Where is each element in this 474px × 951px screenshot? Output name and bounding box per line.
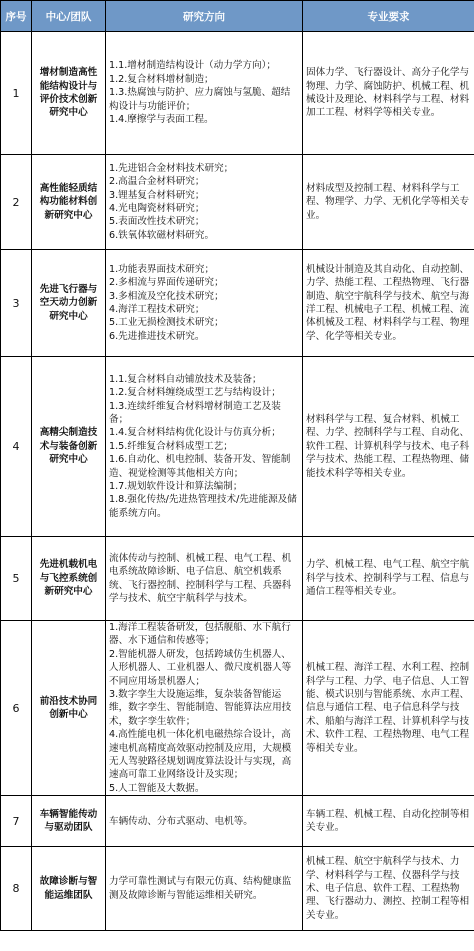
header-center: 中心/团队 — [32, 1, 106, 32]
row-center: 高性能轻质结构功能材料创新研究中心 — [32, 155, 106, 250]
row-direction: 1.海洋工程装备研发，包括舰船、水下航行器、水下通信和传感等； 2.智能机器人研发，包括跨域仿生机器人、人形机器人、工业机器人、微尺度机器人等不同应用场景机器人； 3.数字孪生大设施运维，复杂装备智能运维，数字孪生、智能制造、智能算法应用技术，数字孪生软件； 4.高性能电机一体化机电磁热综合设计，高速电机高精度高效驱动控制及应用，大规模无人驾驶路径规划调度算法设计与实现，高速高可靠工业网络设计及实现； 5.人工智能及大数据。 — [106, 621, 303, 796]
table-header-row — [1, 1, 474, 32]
row-center: 先进飞行器与空天动力创新研究中心 — [32, 250, 106, 357]
row-requirement: 机械工程、航空宇航科学与技术、力学、材料科学与工程、仪器科学与技术、电子信息、软件工程、工程热物理、飞行器动力、测控、控制工程等相关专业。 — [303, 847, 474, 931]
table-row — [1, 847, 474, 931]
row-requirement: 机械工程、海洋工程、水利工程、控制科学与工程、力学、电子信息、人工智能、模式识别与智能系统、水声工程、信息与通信工程、电子信息科学与技术、船舶与海洋工程、计算机科学与技术、软件工程、工程热物理、电气工程等相关专业。 — [303, 621, 474, 796]
table-row — [1, 357, 474, 537]
header-direction: 研究方向 — [106, 1, 303, 32]
table-row — [1, 621, 474, 796]
row-center: 高精尖制造技术与装备创新研究中心 — [32, 357, 106, 537]
table-row — [1, 537, 474, 621]
row-requirement: 车辆工程、机械工程、自动化控制等相关专业。 — [303, 796, 474, 847]
row-requirement: 材料成型及控制工程、材料科学与工程、物理学、力学、无机化学等相关专业。 — [303, 155, 474, 250]
row-direction: 1.先进铝合金材料技术研究； 2.高温合金材料研究； 3.锂基复合材料研究； 4.光电陶瓷材料研究； 5.表面改性技术研究； 6.铁氧体软磁材料研究。 — [106, 155, 303, 250]
header-requirement: 专业要求 — [303, 1, 474, 32]
table-row — [1, 155, 474, 250]
row-center: 先进机载机电与飞控系统创新研究中心 — [32, 537, 106, 621]
row-num: 4 — [1, 357, 32, 537]
row-requirement: 力学、机械工程、电气工程、航空宇航科学与技术、控制科学与工程、信息与通信工程等相关专业。 — [303, 537, 474, 621]
row-num: 8 — [1, 847, 32, 931]
row-direction: 1.1.复合材料自动铺放技术及装备； 1.2.复合材料缠绕成型工艺与结构设计； 1.3.连续纤维复合材料增材制造工艺及装备； 1.4.复合材料结构优化设计与仿真分析； 1.5.纤维复合材料成型工艺； 1.6.自动化、机电控制、装备开发、智能制造、视觉检测等其他相关方向； 1.7.规划软件设计和算法编制； 1.8.强化传热/先进热管理技术/先进能源及储能系统方向。 — [106, 357, 303, 537]
row-center: 故障诊断与智能运维团队 — [32, 847, 106, 931]
row-num: 1 — [1, 32, 32, 155]
row-requirement: 机械设计制造及其自动化、自动控制、力学、热能工程、工程热物理、飞行器制造、航空宇航科学与技术、航空与海洋工程、机械电子工程、机械工程、流体机械及工程、材料科学与工程、物理学、化学等相关专业。 — [303, 250, 474, 357]
header-num: 序号 — [1, 1, 32, 32]
row-requirement: 材料科学与工程、复合材料、机械工程、力学、控制科学与工程、自动化、软件工程、计算机科学与技术、电子科学与技术、热能工程、工程热物理、储能技术科学等相关专业。 — [303, 357, 474, 537]
row-num: 6 — [1, 621, 32, 796]
row-num: 7 — [1, 796, 32, 847]
row-direction: 1.1.增材制造结构设计（动力学方向）； 1.2.复合材料增材制造； 1.3.热腐蚀与防护、应力腐蚀与氢脆、超结构设计与功能评价； 1.4.摩擦学与表面工程。 — [106, 32, 303, 155]
row-requirement: 固体力学、飞行器设计、高分子化学与物理、力学、腐蚀防护、机械工程、机械设计及理论、材料科学与工程、材料加工工程、材料学等相关专业。 — [303, 32, 474, 155]
row-direction: 车辆传动、分布式驱动、电机等。 — [106, 796, 303, 847]
row-center: 前沿技术协同创新中心 — [32, 621, 106, 796]
row-direction: 力学可靠性测试与有限元仿真、结构健康监测及故障诊断与智能运维相关研究。 — [106, 847, 303, 931]
row-num: 3 — [1, 250, 32, 357]
row-center: 增材制造高性能结构设计与评价技术创新研究中心 — [32, 32, 106, 155]
row-direction: 1.功能表界面技术研究； 2.多相流与界面传递研究； 3.多相流及空化技术研究； 4.海洋工程技术研究； 5.工业无损检测技术研究； 6.先进推进技术研究。 — [106, 250, 303, 357]
table-row — [1, 796, 474, 847]
row-center: 车辆智能传动与驱动团队 — [32, 796, 106, 847]
row-num: 5 — [1, 537, 32, 621]
row-num: 2 — [1, 155, 32, 250]
table-row — [1, 32, 474, 155]
table-row — [1, 250, 474, 357]
row-direction: 流体传动与控制、机械工程、电气工程、机电系统故障诊断、电子信息、航空机载系统、飞行器控制、控制科学与工程、兵器科学与技术、航空宇航科学与技术。 — [106, 537, 303, 621]
